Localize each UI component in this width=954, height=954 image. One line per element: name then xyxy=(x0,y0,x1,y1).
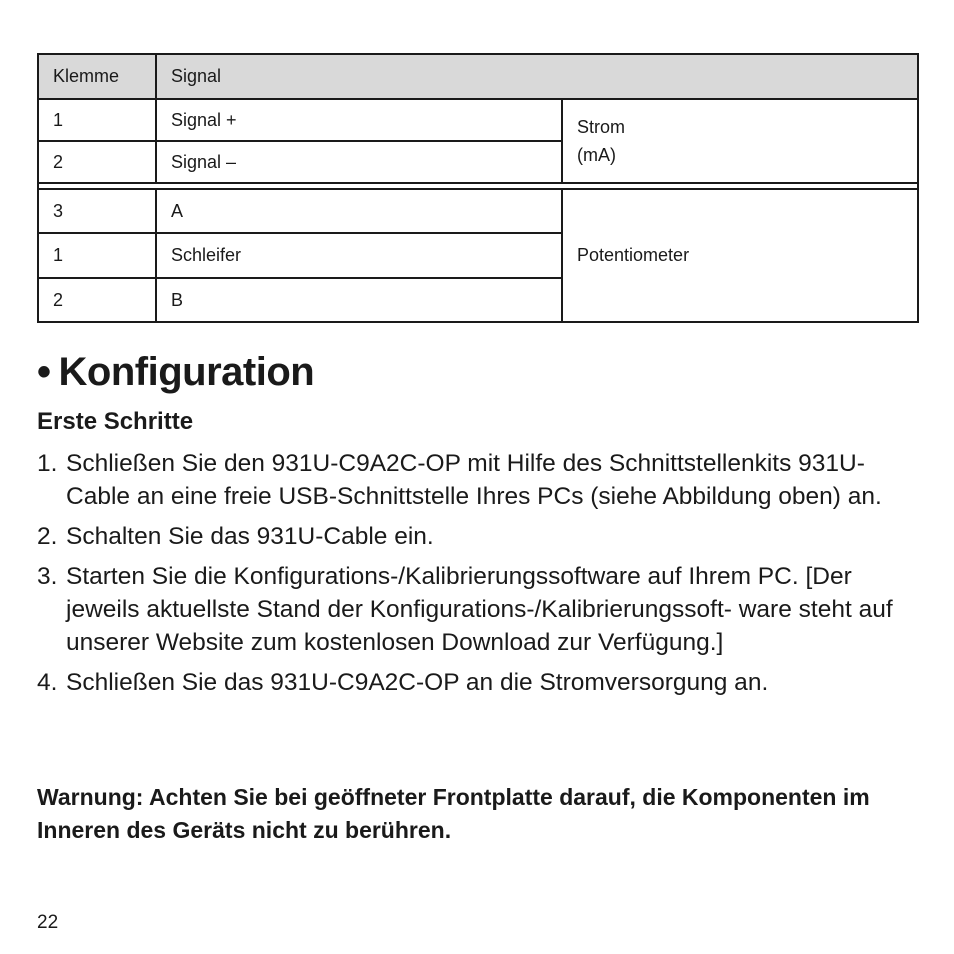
terminal-cell: 2 xyxy=(38,278,156,322)
step-text: Starten Sie die Konfigurations-/Kalibrierungssoftware auf Ihrem PC. [Der jeweils aktuellste Stand der Konfigurations-/Kalibrierungssoft- ware steht auf unserer Website zum kostenlosen Download zur Verfügung.] xyxy=(66,563,893,656)
step-number: 4. xyxy=(37,669,58,696)
subheading: Erste Schritte xyxy=(37,408,194,435)
terminal-cell: 2 xyxy=(38,141,156,183)
terminal-cell: 1 xyxy=(38,233,156,278)
signal-cell: A xyxy=(156,189,562,233)
group-label-current xyxy=(562,99,918,183)
signal-cell: B xyxy=(156,278,562,322)
header-cell-terminal: Klemme xyxy=(38,54,156,99)
signal-cell: Signal – xyxy=(156,141,562,183)
group-label-potentiometer: Potentiometer xyxy=(562,189,918,322)
step-text: Schließen Sie das 931U-C9A2C-OP an die Stromversorgung an. xyxy=(66,669,769,696)
section-title xyxy=(37,350,314,395)
step-number: 2. xyxy=(37,523,58,550)
group-label-line: (mA) xyxy=(577,145,616,165)
list-item xyxy=(37,666,917,699)
signal-cell: Signal + xyxy=(156,99,562,141)
step-number: 1. xyxy=(37,450,58,477)
step-text: Schließen Sie den 931U-C9A2C-OP mit Hilfe des Schnittstellenkits 931U-Cable an eine freie USB-Schnittstelle Ihres PCs (siehe Abbildung oben) an. xyxy=(66,450,882,510)
terminal-signal-table xyxy=(37,53,919,323)
list-item xyxy=(37,520,917,553)
terminal-table-wrapper xyxy=(37,53,917,323)
list-item xyxy=(37,560,917,659)
steps-list xyxy=(37,447,917,706)
section-title-text: Konfiguration xyxy=(58,350,315,394)
list-item xyxy=(37,447,917,513)
group-label-line: Strom xyxy=(577,117,626,137)
signal-cell: Schleifer xyxy=(156,233,562,278)
bullet-icon: • xyxy=(37,350,51,394)
step-number: 3. xyxy=(37,563,58,590)
warning-text: Warnung: Achten Sie bei geöffneter Frontplatte darauf, die Komponenten im Inneren des Geräts nicht zu berühren. xyxy=(37,784,870,843)
table-row xyxy=(38,99,918,141)
page-number: 22 xyxy=(37,912,59,933)
table-header-row xyxy=(38,54,918,99)
terminal-cell: 1 xyxy=(38,99,156,141)
step-text: Schalten Sie das 931U-Cable ein. xyxy=(66,523,434,550)
terminal-cell: 3 xyxy=(38,189,156,233)
header-cell-signal: Signal xyxy=(156,54,918,99)
table-row xyxy=(38,189,918,233)
